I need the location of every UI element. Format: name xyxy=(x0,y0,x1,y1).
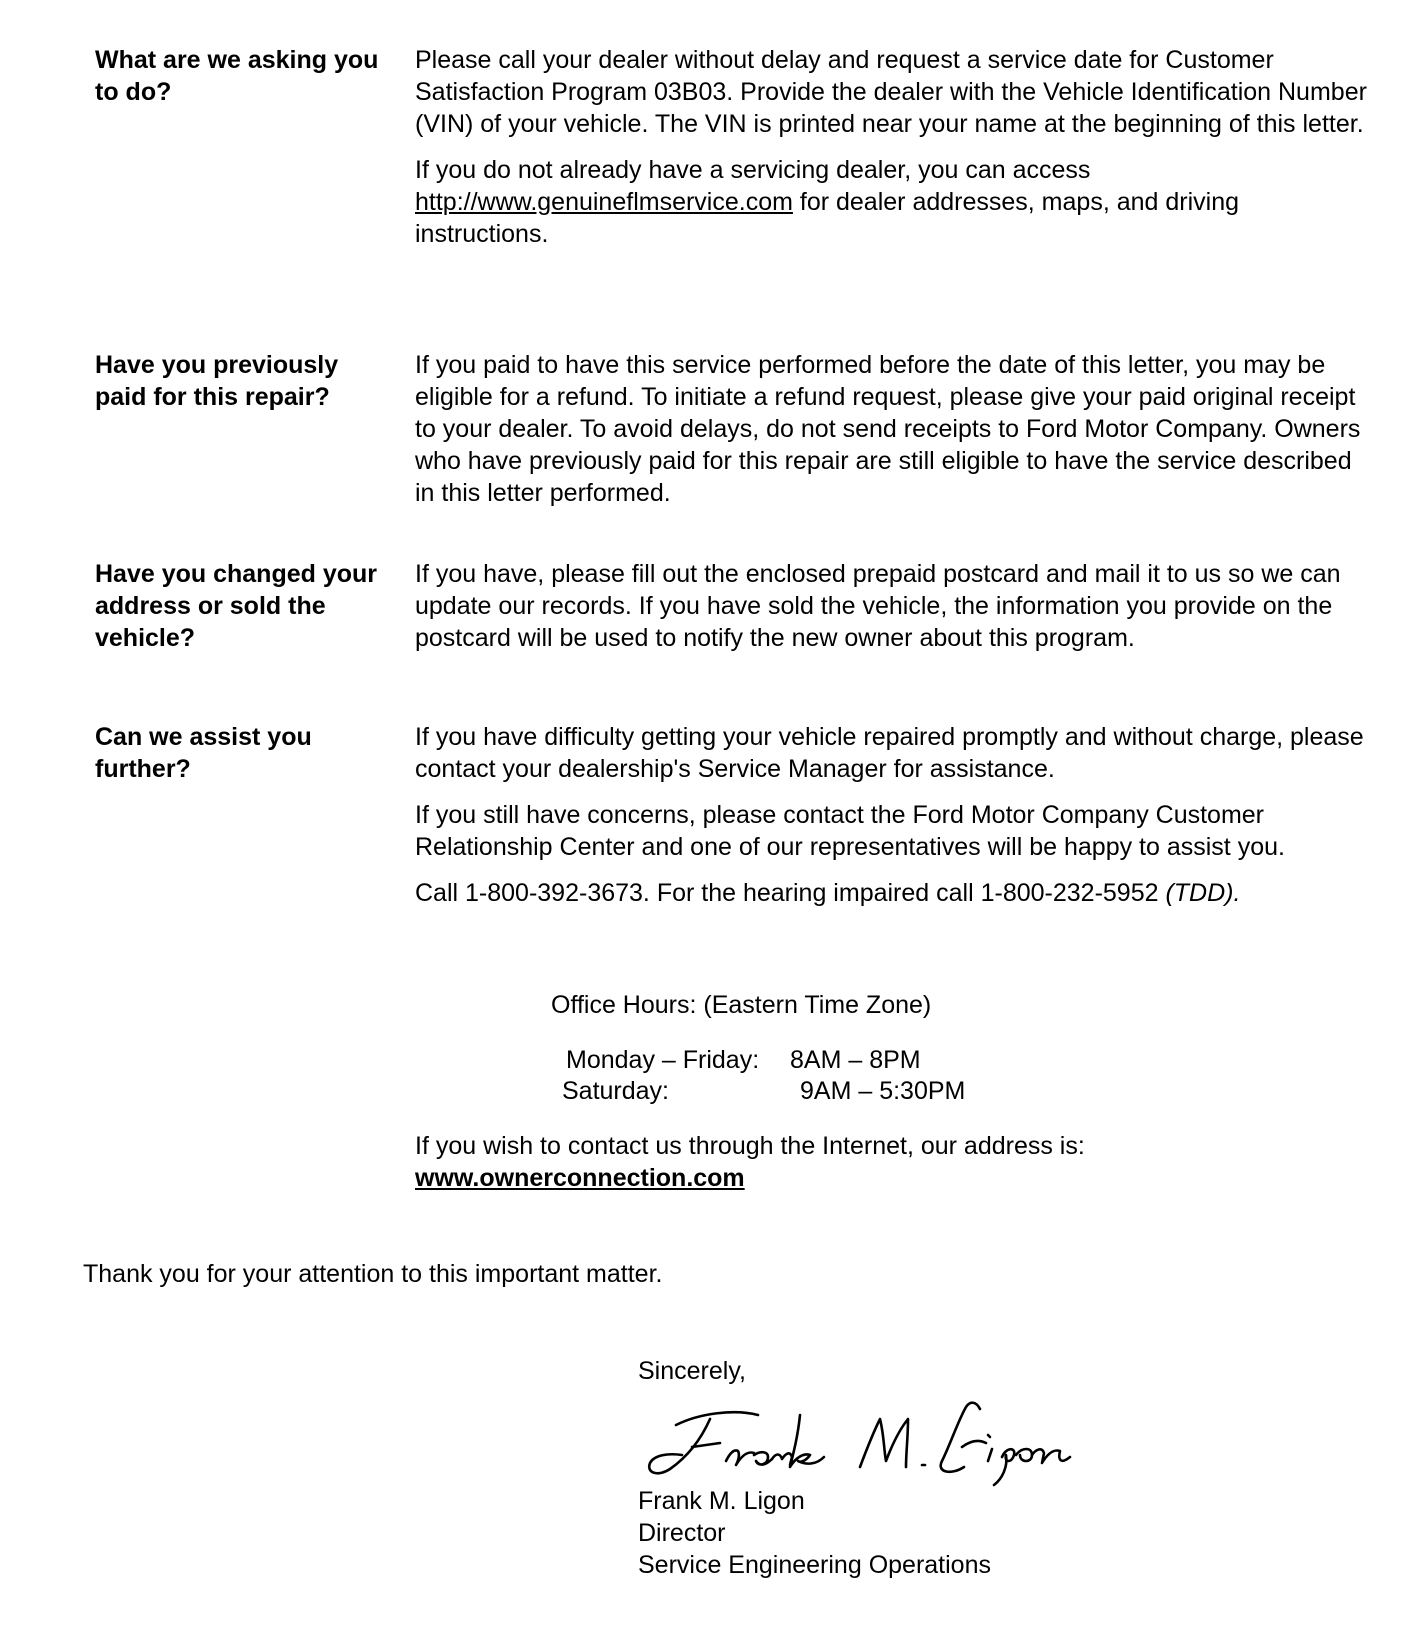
assist-paragraph-2: If you still have concerns, please contact the Ford Motor Company Customer Relationship Center and one of our representatives will be happy to assist you. xyxy=(415,801,1285,861)
address-paragraph-1: If you have, please fill out the enclosed prepaid postcard and mail it to us so we can update our records. If you have sold the vehicle, the information you provide on the postcard will be used to notify the new owner about this program. xyxy=(415,560,1341,652)
sincerely: Sincerely, xyxy=(638,1357,746,1385)
assist-paragraph-3 xyxy=(415,877,1375,909)
tdd-label: (TDD). xyxy=(1165,879,1241,907)
signer-name: Frank M. Ligon xyxy=(638,1487,805,1515)
assist-paragraph-1: If you have difficulty getting your vehicle repaired promptly and without charge, please contact your dealership's Service Manager for assistance. xyxy=(415,723,1364,783)
handwritten-signature xyxy=(640,1395,1080,1490)
weekday-hours: 8AM – 8PM xyxy=(790,1046,921,1074)
asking-p2-post: for dealer addresses, maps, and driving instructions. xyxy=(415,188,1240,248)
signer-department: Service Engineering Operations xyxy=(638,1551,991,1579)
paid-paragraph-1: If you paid to have this service performed before the date of this letter, you may be eligible for a refund. To initiate a refund request, please give your paid original receipt to your dealer. To avoid delays, do not send receipts to Ford Motor Company. Owners who have previously paid for this repair are still eligible to have the service described in this letter performed. xyxy=(415,351,1361,507)
question-assist: Can we assist you further? xyxy=(95,723,312,783)
weekday-label: Monday – Friday: xyxy=(566,1046,760,1074)
office-hours-title: Office Hours: (Eastern Time Zone) xyxy=(551,991,932,1019)
asking-paragraph-1: Please call your dealer without delay and request a service date for Customer Satisfaction Program 03B03. Provide the dealer with the Vehicle Identification Number (VIN) of your vehicle. The VIN is printed near your name at the beginning of this letter. xyxy=(415,46,1367,138)
answer-paid xyxy=(415,349,1375,523)
answer-asking xyxy=(415,44,1375,264)
answer-assist xyxy=(415,721,1375,923)
internet-text: If you wish to contact us through the Internet, our address is: xyxy=(415,1132,1085,1160)
phone-text: Call 1-800-392-3673. For the hearing impaired call 1-800-232-5952 xyxy=(415,879,1166,907)
asking-paragraph-2 xyxy=(415,154,1375,250)
saturday-label: Saturday: xyxy=(562,1077,670,1105)
thank-you-line: Thank you for your attention to this important matter. xyxy=(83,1260,663,1288)
asking-p2-pre: If you do not already have a servicing dealer, you can access xyxy=(415,156,1091,184)
answer-address xyxy=(415,558,1375,668)
dealer-locator-link[interactable]: http://www.genuineflmservice.com xyxy=(415,188,793,216)
question-asking: What are we asking you to do? xyxy=(95,46,379,106)
internet-block xyxy=(415,1130,1375,1194)
owner-connection-link[interactable]: www.ownerconnection.com xyxy=(415,1164,745,1192)
question-paid: Have you previously paid for this repair? xyxy=(95,351,339,411)
signer-title: Director xyxy=(638,1519,726,1547)
saturday-hours: 9AM – 5:30PM xyxy=(800,1077,966,1105)
question-address: Have you changed your address or sold the vehicle? xyxy=(95,560,378,652)
